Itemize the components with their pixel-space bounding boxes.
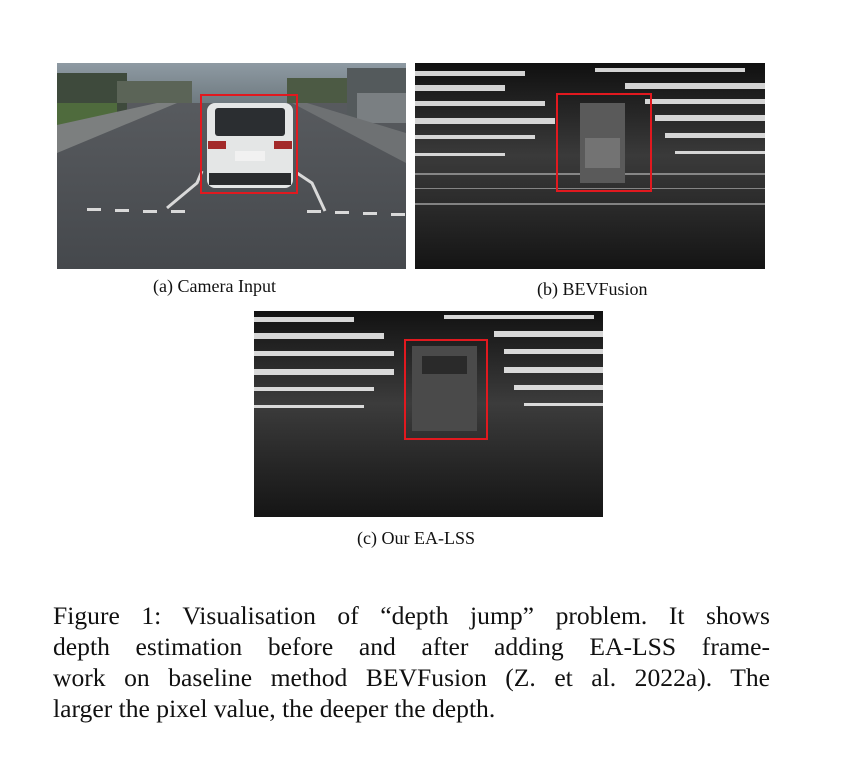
caption-line: Figure 1: Visualisation of “depth jump” problem. It shows [53,601,770,630]
subfigure-label-a: (a) Camera Input [153,276,276,296]
caption-line: depth estimation before and after adding EA-LSS frame- [53,632,770,661]
ea-lss-highlight-box [404,339,488,440]
subfigure-label-c: (c) Our EA-LSS [357,528,475,548]
caption-line: larger the pixel value, the deeper the depth. [53,694,496,723]
subfigure-label-b: (b) BEVFusion [537,279,648,299]
bevfusion-highlight-box [556,93,652,192]
caption-line: work on baseline method BEVFusion (Z. et al. 2022a). The [53,663,770,692]
camera-highlight-box [200,94,298,194]
figure-caption [53,600,770,724]
